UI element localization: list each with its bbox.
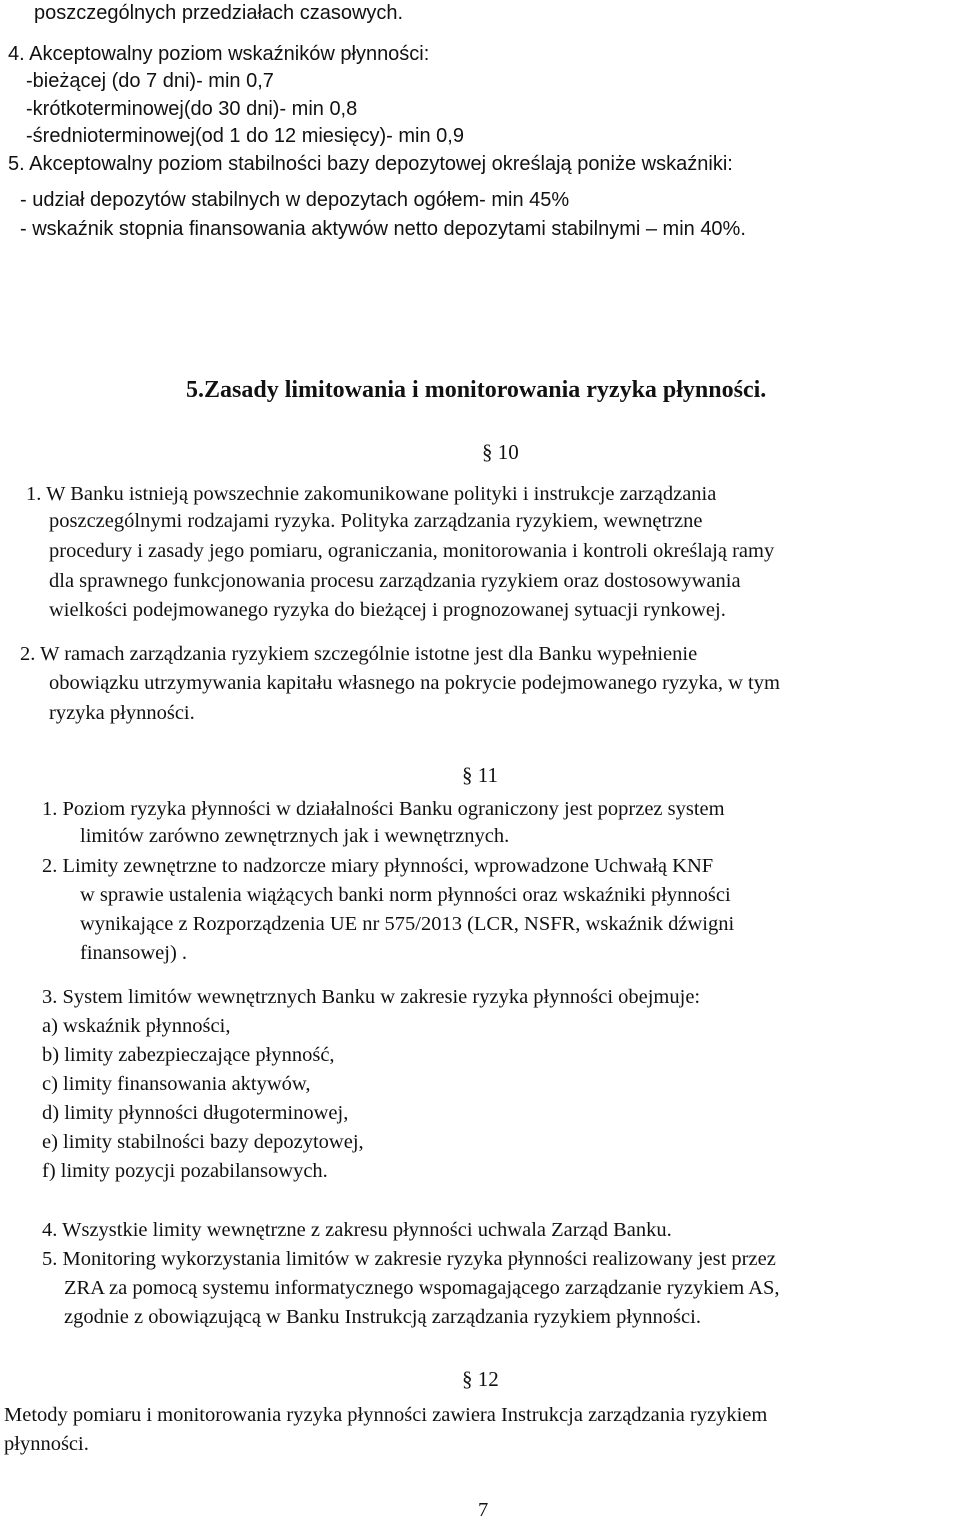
list-item: d) limity płynności długoterminowej, (42, 1102, 349, 1124)
chapter-heading: 5.Zasady limitowania i monitorowania ryzyka płynności. (186, 377, 767, 403)
list-item: b) limity zabezpieczające płynność, (42, 1044, 335, 1066)
paragraph-line: dla sprawnego funkcjonowania procesu zarządzania ryzykiem oraz dostosowywania (49, 570, 741, 592)
paragraph-line: poszczególnymi rodzajami ryzyka. Polityka zarządzania ryzykiem, wewnętrzne (49, 510, 703, 532)
list-item: e) limity stabilności bazy depozytowej, (42, 1131, 364, 1153)
paragraph-line: wynikające z Rozporządzenia UE nr 575/2013 (LCR, NSFR, wskaźnik dźwigni (80, 913, 735, 935)
paragraph-line: 2. W ramach zarządzania ryzykiem szczególnie istotne jest dla Banku wypełnienie (20, 643, 698, 665)
paragraph-line: 3. System limitów wewnętrznych Banku w zakresie ryzyka płynności obejmuje: (42, 986, 701, 1008)
paragraph-line: wielkości podejmowanego ryzyka do bieżącej i prognozowanej sytuacji rynkowej. (49, 599, 726, 621)
item-4-line: -średnioterminowej(od 1 do 12 miesięcy)- min 0,9 (26, 125, 464, 147)
page-number: 7 (478, 1499, 489, 1521)
paragraph-line: ryzyka płynności. (49, 702, 195, 724)
paragraph-line: finansowej) . (80, 942, 188, 964)
list-item: c) limity finansowania aktywów, (42, 1073, 311, 1095)
text-line: poszczególnych przedziałach czasowych. (34, 2, 404, 24)
item-4-line: -krótkoterminowej(do 30 dni)- min 0,8 (26, 98, 358, 120)
list-item: a) wskaźnik płynności, (42, 1015, 231, 1037)
paragraph-line: ZRA za pomocą systemu informatycznego wspomagającego zarządzanie ryzykiem AS, (64, 1277, 780, 1299)
item-5-line: - wskaźnik stopnia finansowania aktywów netto depozytami stabilnymi – min 40%. (20, 218, 746, 240)
item-4-line: -bieżącej (do 7 dni)- min 0,7 (26, 70, 274, 92)
list-item: f) limity pozycji pozabilansowych. (42, 1160, 328, 1182)
paragraph-line: 2. Limity zewnętrzne to nadzorcze miary płynności, wprowadzone Uchwałą KNF (42, 855, 714, 877)
section-number: § 12 (462, 1367, 499, 1391)
paragraph-line: 1. W Banku istnieją powszechnie zakomunikowane polityki i instrukcje zarządzania (26, 483, 717, 505)
paragraph-line: Metody pomiaru i monitorowania ryzyka płynności zawiera Instrukcja zarządzania ryzykiem (4, 1404, 768, 1426)
item-5-line: - udział depozytów stabilnych w depozytach ogółem- min 45% (20, 189, 570, 211)
section-number: § 11 (462, 763, 498, 787)
paragraph-line: 5. Monitoring wykorzystania limitów w zakresie ryzyka płynności realizowany jest przez (42, 1248, 776, 1270)
item-5-title: 5. Akceptowalny poziom stabilności bazy depozytowej określają poniże wskaźniki: (8, 153, 733, 175)
paragraph-line: limitów zarówno zewnętrznych jak i wewnętrznych. (80, 825, 510, 847)
paragraph-line: w sprawie ustalenia wiążących banki norm płynności oraz wskaźniki płynności (80, 884, 731, 906)
paragraph-line: 1. Poziom ryzyka płynności w działalności Banku ograniczony jest poprzez system (42, 798, 725, 820)
paragraph-line: zgodnie z obowiązującą w Banku Instrukcją zarządzania ryzykiem płynności. (64, 1306, 701, 1328)
paragraph-line: procedury i zasady jego pomiaru, ograniczania, monitorowania i kontroli określają ramy (49, 540, 775, 562)
paragraph-line: płynności. (4, 1433, 89, 1455)
section-number: § 10 (482, 440, 519, 464)
item-4-title: 4. Akceptowalny poziom wskaźników płynności: (8, 43, 430, 65)
paragraph-line: 4. Wszystkie limity wewnętrzne z zakresu płynności uchwala Zarząd Banku. (42, 1219, 672, 1241)
paragraph-line: obowiązku utrzymywania kapitału własnego na pokrycie podejmowanego ryzyka, w tym (49, 672, 780, 694)
